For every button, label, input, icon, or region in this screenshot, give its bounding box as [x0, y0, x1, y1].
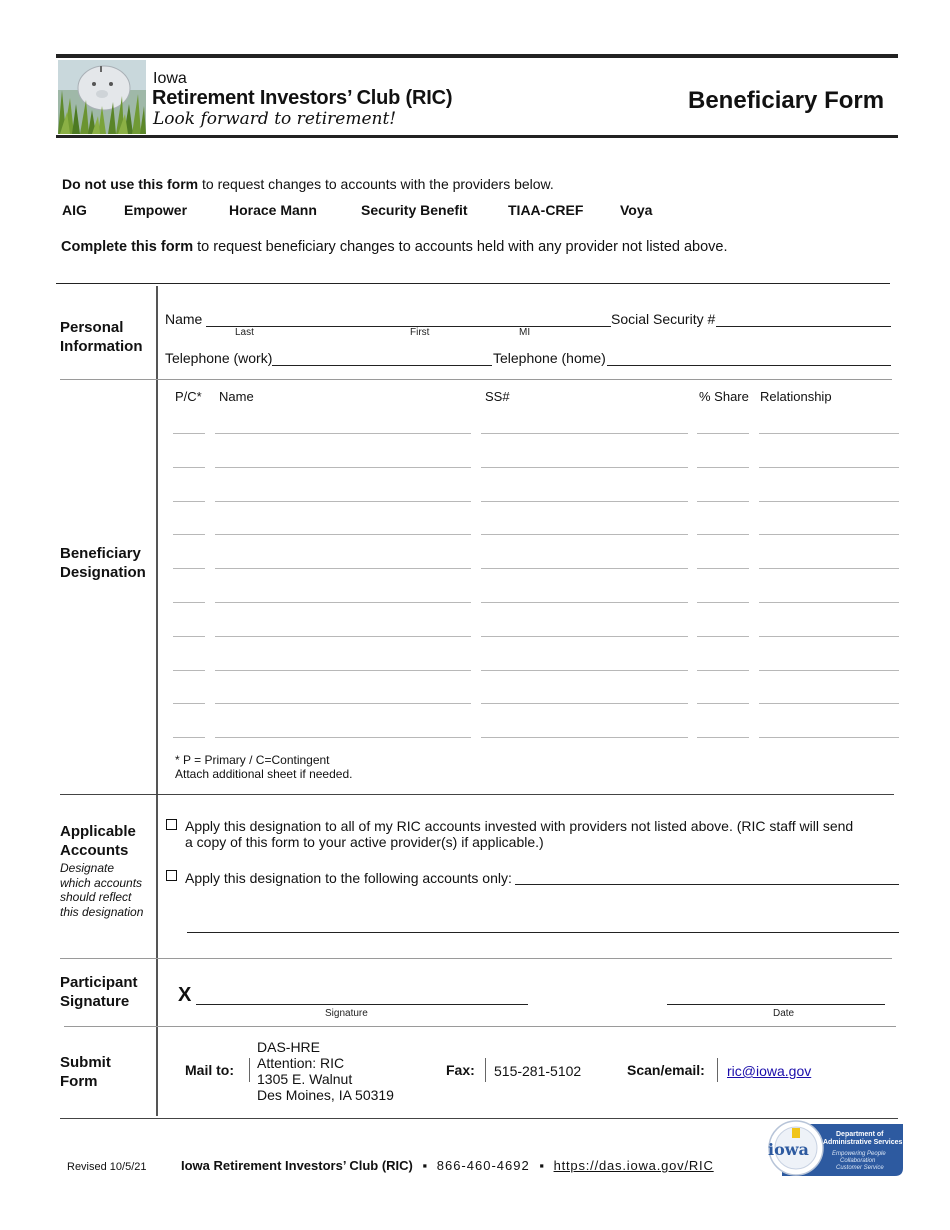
- tel-work-field[interactable]: [272, 365, 492, 366]
- beneficiary-row-5-name-field[interactable]: [215, 568, 471, 569]
- beneficiary-row-5-share-field[interactable]: [697, 568, 749, 569]
- beneficiary-row-2-ss-field[interactable]: [481, 467, 688, 468]
- beneficiary-row-5-ss-field[interactable]: [481, 568, 688, 569]
- apply-all-text-line1: Apply this designation to all of my RIC accounts invested with providers not listed above. (RIC staff will send: [185, 818, 854, 834]
- accounts-field-line2[interactable]: [187, 932, 899, 933]
- beneficiary-row-3-share-field[interactable]: [697, 501, 749, 502]
- beneficiary-row-3-relationship-field[interactable]: [759, 501, 899, 502]
- provider-empower: Empower: [124, 202, 188, 218]
- section-divider-beneficiary: [60, 794, 894, 795]
- beneficiary-row-8-name-field[interactable]: [215, 670, 471, 671]
- intro-do-not-use-bold: Do not use this form: [62, 176, 199, 192]
- beneficiary-row-5-relationship-field[interactable]: [759, 568, 899, 569]
- ric-logo-image: [58, 60, 146, 134]
- beneficiary-row-1-share-field[interactable]: [697, 433, 749, 434]
- beneficiary-row-10-pc-field[interactable]: [173, 737, 205, 738]
- beneficiary-row-2-relationship-field[interactable]: [759, 467, 899, 468]
- beneficiary-row-8-pc-field[interactable]: [173, 670, 205, 671]
- beneficiary-note-attach: Attach additional sheet if needed.: [175, 767, 353, 781]
- beneficiary-row-2-name-field[interactable]: [215, 467, 471, 468]
- beneficiary-row-7-pc-field[interactable]: [173, 636, 205, 637]
- footer-phone: 866-460-4692: [436, 1158, 530, 1173]
- name-mi-caption: MI: [519, 327, 531, 338]
- intro-divider: [56, 283, 890, 284]
- das-logo-line2: Administrative Services: [823, 1139, 903, 1146]
- section-divider-submit: [60, 1118, 898, 1119]
- provider-horace-mann: Horace Mann: [229, 202, 317, 218]
- scan-separator: [717, 1058, 718, 1082]
- tel-work-label: Telephone (work): [165, 350, 273, 366]
- accounts-field-line1[interactable]: [515, 884, 899, 885]
- mail-address: [257, 1039, 394, 1103]
- beneficiary-row-2-share-field[interactable]: [697, 467, 749, 468]
- beneficiary-row-9-relationship-field[interactable]: [759, 703, 899, 704]
- beneficiary-row-4-pc-field[interactable]: [173, 534, 205, 535]
- beneficiary-row-7-share-field[interactable]: [697, 636, 749, 637]
- org-tagline: Look forward to retirement!: [153, 109, 397, 129]
- org-name-ric: Retirement Investors’ Club (RIC): [152, 87, 453, 109]
- provider-security-benefit: Security Benefit: [361, 202, 468, 218]
- beneficiary-row-9-name-field[interactable]: [215, 703, 471, 704]
- beneficiary-row-8-relationship-field[interactable]: [759, 670, 899, 671]
- mail-address-line4: Des Moines, IA 50319: [257, 1087, 394, 1103]
- beneficiary-row-10-share-field[interactable]: [697, 737, 749, 738]
- org-name-iowa: Iowa: [153, 70, 187, 87]
- header-top-rule: [56, 54, 898, 58]
- applicable-sublabel-line4: this designation: [60, 904, 144, 919]
- signature-label-line1: Participant: [60, 974, 138, 991]
- col-header-ss: SS#: [485, 389, 510, 404]
- name-last-caption: Last: [235, 327, 254, 338]
- fax-separator: [485, 1058, 486, 1082]
- beneficiary-row-6-name-field[interactable]: [215, 602, 471, 603]
- name-field[interactable]: [206, 326, 611, 327]
- signature-label: [60, 973, 138, 1011]
- applicable-sublabel-line3: should reflect: [60, 890, 132, 904]
- mail-address-line3: 1305 E. Walnut: [257, 1071, 353, 1087]
- date-caption: Date: [773, 1008, 795, 1019]
- intro-do-not-use: [62, 176, 554, 193]
- fax-label: Fax:: [446, 1062, 475, 1078]
- applicable-sublabel: [60, 861, 143, 919]
- applicable-label: [60, 822, 136, 860]
- provider-tiaa-cref: TIAA-CREF: [508, 202, 584, 218]
- apply-following-text: Apply this designation to the following accounts only:: [185, 870, 512, 886]
- ssn-label: Social Security #: [611, 311, 716, 327]
- email-link[interactable]: ric@iowa.gov: [727, 1063, 812, 1079]
- beneficiary-row-10-name-field[interactable]: [215, 737, 471, 738]
- das-logo-word: iowa: [768, 1140, 809, 1159]
- footer-org: Iowa Retirement Investors’ Club (RIC): [181, 1158, 413, 1173]
- beneficiary-label-line2: Designation: [60, 564, 146, 581]
- intro-complete-bold: Complete this form: [61, 239, 194, 255]
- personal-info-label: [60, 318, 143, 356]
- beneficiary-row-3-ss-field[interactable]: [481, 501, 688, 502]
- beneficiary-row-3-pc-field[interactable]: [173, 501, 205, 502]
- provider-voya: Voya: [620, 202, 653, 218]
- mail-address-line1: DAS-HRE: [257, 1039, 321, 1055]
- revised-date: Revised 10/5/21: [67, 1161, 147, 1173]
- submit-label: [60, 1053, 111, 1091]
- beneficiary-row-7-ss-field[interactable]: [481, 636, 688, 637]
- das-logo-line1: Department of: [836, 1131, 884, 1138]
- footer-url[interactable]: https://das.iowa.gov/RIC: [553, 1158, 714, 1173]
- beneficiary-row-6-ss-field[interactable]: [481, 602, 688, 603]
- beneficiary-row-1-relationship-field[interactable]: [759, 433, 899, 434]
- das-logo-tag2: Collaboration: [840, 1158, 876, 1164]
- submit-label-line1: Submit: [60, 1054, 111, 1071]
- beneficiary-note-primary: * P = Primary / C=Contingent: [175, 753, 330, 767]
- mail-to-label: Mail to:: [185, 1062, 234, 1078]
- col-header-share: % Share: [699, 389, 749, 404]
- beneficiary-row-7-relationship-field[interactable]: [759, 636, 899, 637]
- col-header-relationship: Relationship: [760, 389, 832, 404]
- col-header-pc: P/C*: [175, 389, 202, 404]
- section-divider-applicable: [60, 958, 892, 959]
- applicable-sublabel-line1: Designate: [60, 861, 115, 875]
- footer-bullet-2: ▪: [539, 1158, 544, 1173]
- beneficiary-row-6-share-field[interactable]: [697, 602, 749, 603]
- beneficiary-row-4-relationship-field[interactable]: [759, 534, 899, 535]
- fax-number: 515-281-5102: [494, 1063, 582, 1079]
- section-divider-signature: [64, 1026, 896, 1027]
- beneficiary-row-4-ss-field[interactable]: [481, 534, 688, 535]
- scan-email-label: Scan/email:: [627, 1062, 705, 1078]
- das-logo-tag3: Customer Service: [836, 1165, 884, 1171]
- signature-label-line2: Signature: [60, 993, 130, 1010]
- beneficiary-row-5-pc-field[interactable]: [173, 568, 205, 569]
- label-column-divider: [156, 286, 158, 1116]
- applicable-label-line1: Applicable: [60, 823, 136, 840]
- beneficiary-row-4-share-field[interactable]: [697, 534, 749, 535]
- beneficiary-row-9-ss-field[interactable]: [481, 703, 688, 704]
- beneficiary-label: [60, 544, 146, 582]
- beneficiary-row-10-ss-field[interactable]: [481, 737, 688, 738]
- beneficiary-row-8-ss-field[interactable]: [481, 670, 688, 671]
- provider-aig: AIG: [62, 202, 87, 218]
- applicable-sublabel-line2: which accounts: [60, 875, 143, 890]
- beneficiary-row-1-pc-field[interactable]: [173, 433, 205, 434]
- signature-x-mark: X: [178, 984, 192, 1006]
- beneficiary-row-9-share-field[interactable]: [697, 703, 749, 704]
- form-title: Beneficiary Form: [688, 87, 885, 114]
- apply-all-text-line2: a copy of this form to your active provider(s) if applicable.): [185, 834, 544, 850]
- submit-label-line2: Form: [60, 1073, 98, 1090]
- col-header-name: Name: [219, 389, 254, 404]
- header-bottom-rule: [56, 135, 898, 138]
- beneficiary-row-9-pc-field[interactable]: [173, 703, 205, 704]
- intro-complete-text: to request beneficiary changes to accounts held with any provider not listed above.: [193, 239, 728, 255]
- beneficiary-row-4-name-field[interactable]: [215, 534, 471, 535]
- beneficiary-row-1-name-field[interactable]: [215, 433, 471, 434]
- beneficiary-row-1-ss-field[interactable]: [481, 433, 688, 434]
- mail-address-line2: Attention: RIC: [257, 1055, 345, 1071]
- personal-info-label-line2: Information: [60, 338, 143, 355]
- applicable-label-line2: Accounts: [60, 842, 129, 859]
- mail-separator: [249, 1058, 250, 1082]
- beneficiary-row-2-pc-field[interactable]: [173, 467, 205, 468]
- name-label: Name: [165, 311, 203, 327]
- date-field[interactable]: [667, 1004, 885, 1005]
- apply-all-checkbox[interactable]: [166, 819, 177, 830]
- intro-complete-form: [61, 239, 728, 256]
- beneficiary-row-6-relationship-field[interactable]: [759, 602, 899, 603]
- apply-following-checkbox[interactable]: [166, 870, 177, 881]
- ssn-field[interactable]: [716, 326, 891, 327]
- beneficiary-row-7-name-field[interactable]: [215, 636, 471, 637]
- das-logo: [768, 1120, 903, 1178]
- intro-do-not-use-text: to request changes to accounts with the providers below.: [198, 176, 554, 192]
- footer-contact-line: [181, 1158, 714, 1174]
- beneficiary-label-line1: Beneficiary: [60, 545, 141, 562]
- beneficiary-row-6-pc-field[interactable]: [173, 602, 205, 603]
- tel-home-field[interactable]: [607, 365, 891, 366]
- beneficiary-row-3-name-field[interactable]: [215, 501, 471, 502]
- signature-field[interactable]: [196, 1004, 528, 1005]
- footer-bullet-1: ▪: [422, 1158, 428, 1173]
- das-logo-tag1: Empowering People: [832, 1151, 886, 1157]
- signature-caption: Signature: [325, 1008, 368, 1019]
- name-first-caption: First: [410, 327, 430, 338]
- tel-home-label: Telephone (home): [493, 350, 606, 366]
- beneficiary-row-8-share-field[interactable]: [697, 670, 749, 671]
- beneficiary-row-10-relationship-field[interactable]: [759, 737, 899, 738]
- section-divider-personal: [60, 379, 892, 380]
- personal-info-label-line1: Personal: [60, 319, 124, 336]
